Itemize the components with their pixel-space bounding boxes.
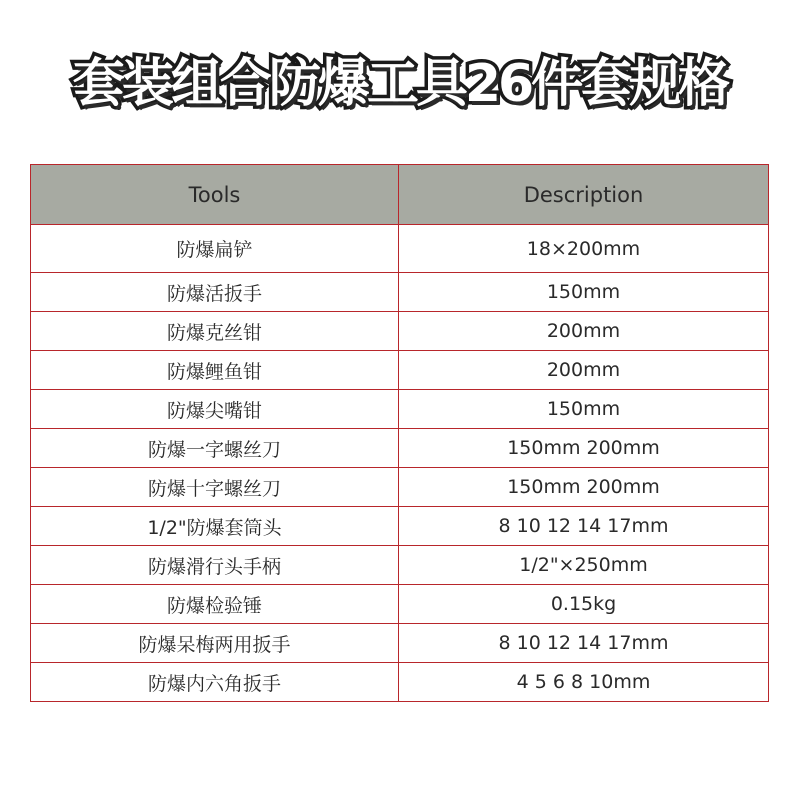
table-row: [31, 468, 769, 507]
tool-cell: 防爆克丝钳: [31, 312, 399, 351]
table-row: [31, 429, 769, 468]
table-row: [31, 507, 769, 546]
header-tools: Tools: [31, 165, 399, 225]
table-header-row: [31, 165, 769, 225]
page-title: 套装组合防爆工具26件套规格: [72, 54, 728, 114]
table-row: [31, 624, 769, 663]
tool-cell: 防爆一字螺丝刀: [31, 429, 399, 468]
tool-cell: 1/2"防爆套筒头: [31, 507, 399, 546]
description-cell: 1/2"×250mm: [399, 546, 769, 585]
tool-cell: 防爆尖嘴钳: [31, 390, 399, 429]
description-cell: 8 10 12 14 17mm: [399, 624, 769, 663]
tool-cell: 防爆呆梅两用扳手: [31, 624, 399, 663]
description-cell: 200mm: [399, 312, 769, 351]
tool-cell: 防爆检验锤: [31, 585, 399, 624]
description-cell: 150mm 200mm: [399, 468, 769, 507]
tool-cell: 防爆扁铲: [31, 225, 399, 273]
tool-cell: 防爆内六角扳手: [31, 663, 399, 702]
table-row: [31, 312, 769, 351]
table-row: [31, 663, 769, 702]
tool-cell: 防爆活扳手: [31, 273, 399, 312]
tool-cell: 防爆鲤鱼钳: [31, 351, 399, 390]
table-row: [31, 585, 769, 624]
tool-cell: 防爆十字螺丝刀: [31, 468, 399, 507]
table-row: [31, 390, 769, 429]
description-cell: 150mm 200mm: [399, 429, 769, 468]
description-cell: 4 5 6 8 10mm: [399, 663, 769, 702]
table-row: [31, 225, 769, 273]
tool-cell: 防爆滑行头手柄: [31, 546, 399, 585]
table-row: [31, 351, 769, 390]
spec-table: [30, 164, 769, 702]
description-cell: 150mm: [399, 390, 769, 429]
header-description: Description: [399, 165, 769, 225]
description-cell: 200mm: [399, 351, 769, 390]
description-cell: 8 10 12 14 17mm: [399, 507, 769, 546]
description-cell: 150mm: [399, 273, 769, 312]
description-cell: 18×200mm: [399, 225, 769, 273]
table-row: [31, 546, 769, 585]
description-cell: 0.15kg: [399, 585, 769, 624]
table-row: [31, 273, 769, 312]
